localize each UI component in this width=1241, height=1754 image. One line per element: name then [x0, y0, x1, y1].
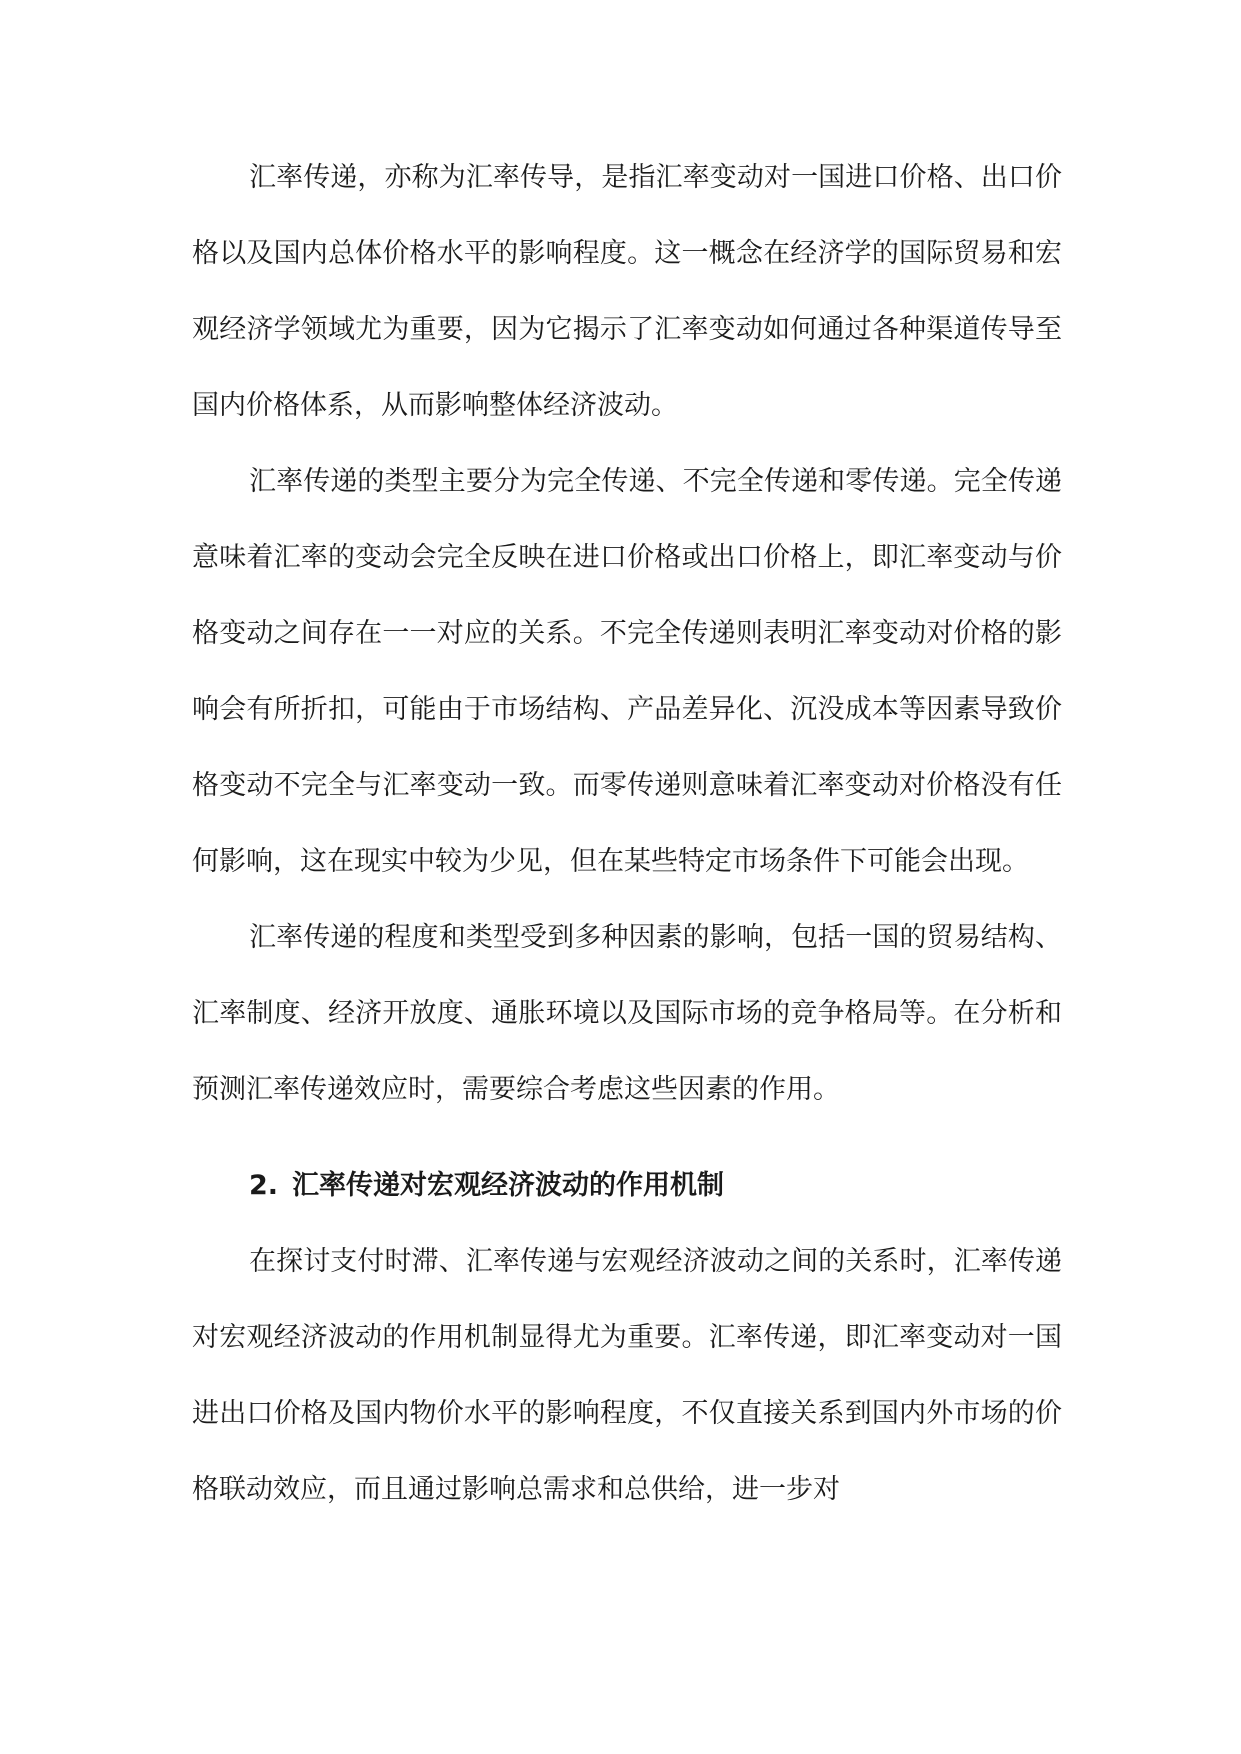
document-body: [192, 140, 1062, 1528]
section-title: 汇率传递对宏观经济波动的作用机制: [292, 1170, 725, 1201]
paragraph-passthrough-types: 汇率传递的类型主要分为完全传递、不完全传递和零传递。完全传递意味着汇率的变动会完全反映在进口价格或出口价格上，即汇率变动与价格变动之间存在一一对应的关系。不完全传递则表明汇率变动对价格的影响会有所折扣，可能由于市场结构、产品差异化、沉没成本等因素导致价格变动不完全与汇率变动一致。而零传递则意味着汇率变动对价格没有任何影响，这在现实中较为少见，但在某些特定市场条件下可能会出现。: [192, 466, 1062, 877]
paragraph-exchange-rate-passthrough-definition: 汇率传递，亦称为汇率传导，是指汇率变动对一国进口价格、出口价格以及国内总体价格水平的影响程度。这一概念在经济学的国际贸易和宏观经济学领域尤为重要，因为它揭示了汇率变动如何通过各种渠道传导至国内价格体系，从而影响整体经济波动。: [192, 162, 1062, 421]
paragraph-mechanism: 在探讨支付时滞、汇率传递与宏观经济波动之间的关系时，汇率传递对宏观经济波动的作用机制显得尤为重要。汇率传递，即汇率变动对一国进出口价格及国内物价水平的影响程度，不仅直接关系到国内外市场的价格联动效应，而且通过影响总需求和总供给，进一步对: [192, 1246, 1062, 1505]
paragraph-influencing-factors: 汇率传递的程度和类型受到多种因素的影响，包括一国的贸易结构、汇率制度、经济开放度、通胀环境以及国际市场的竞争格局等。在分析和预测汇率传递效应时，需要综合考虑这些因素的作用。: [192, 922, 1062, 1105]
section-heading: [192, 1148, 1062, 1224]
section-number: 2.: [249, 1170, 279, 1201]
